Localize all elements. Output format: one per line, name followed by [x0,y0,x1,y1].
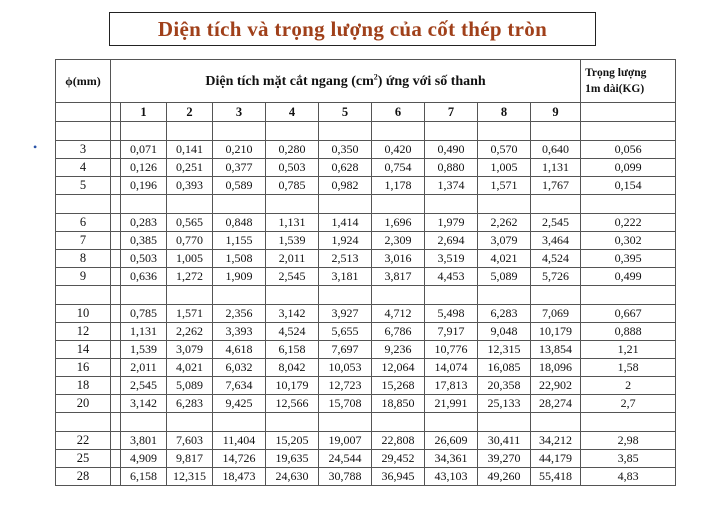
area-cell: 10,053 [319,359,372,377]
blank-cell [111,468,121,486]
bar-count-row [56,103,676,122]
bar-count-header: 1 [121,103,167,122]
area-cell: 1,178 [372,177,425,195]
diameter-cell: 20 [56,395,111,413]
area-cell: 0,628 [319,159,372,177]
area-cell: 3,142 [121,395,167,413]
area-cell: 44,179 [531,450,581,468]
blank-cell [111,413,121,432]
area-cell: 0,636 [121,268,167,286]
blank-cell [319,195,372,214]
area-cell: 28,274 [531,395,581,413]
table-row [56,268,676,286]
area-cell: 14,074 [425,359,478,377]
blank-cell [372,122,425,141]
blank-cell [111,122,121,141]
area-cell: 3,079 [478,232,531,250]
blank-cell [167,286,213,305]
area-cell: 0,283 [121,214,167,232]
area-cell: 21,991 [425,395,478,413]
area-cell: 13,854 [531,341,581,359]
blank-cell [56,122,111,141]
area-cell: 7,697 [319,341,372,359]
area-cell: 15,268 [372,377,425,395]
area-cell: 12,315 [478,341,531,359]
area-cell: 5,726 [531,268,581,286]
area-cell: 1,155 [213,232,266,250]
area-cell: 0,785 [121,305,167,323]
steel-area-weight-table [55,59,676,486]
area-cell: 3,016 [372,250,425,268]
area-cell: 12,566 [266,395,319,413]
area-cell: 3,519 [425,250,478,268]
area-cell: 4,909 [121,450,167,468]
area-cell: 10,179 [266,377,319,395]
area-cell: 1,924 [319,232,372,250]
area-cell: 4,712 [372,305,425,323]
area-cell: 0,350 [319,141,372,159]
area-cell: 7,917 [425,323,478,341]
area-cell: 15,708 [319,395,372,413]
area-cell: 10,179 [531,323,581,341]
area-cell: 3,079 [167,341,213,359]
blank-cell [213,195,266,214]
area-cell: 1,005 [167,250,213,268]
area-cell: 9,425 [213,395,266,413]
table-row [56,141,676,159]
weight-cell: 0,888 [581,323,676,341]
blank-cell [56,413,111,432]
area-cell: 4,021 [478,250,531,268]
area-cell: 1,374 [425,177,478,195]
area-cell: 12,315 [167,468,213,486]
blank-cell [531,122,581,141]
blank-cell [531,195,581,214]
blank-cell [478,286,531,305]
area-cell: 24,544 [319,450,372,468]
bar-count-header: 3 [213,103,266,122]
area-cell: 4,453 [425,268,478,286]
table-row [56,450,676,468]
blank-cell [213,122,266,141]
blank-cell [266,122,319,141]
area-cell: 26,609 [425,432,478,450]
blank-cell [111,432,121,450]
area-cell: 9,048 [478,323,531,341]
blank-cell [213,413,266,432]
area-cell: 55,418 [531,468,581,486]
area-cell: 6,158 [121,468,167,486]
area-cell: 7,069 [531,305,581,323]
area-cell: 7,603 [167,432,213,450]
area-cell: 18,473 [213,468,266,486]
area-cell: 5,089 [478,268,531,286]
area-cell: 34,361 [425,450,478,468]
blank-cell [319,286,372,305]
table-title: Diện tích và trọng lượng của cốt thép tròn [109,12,596,46]
table-row [56,395,676,413]
blank-cell [266,195,319,214]
diameter-cell: 14 [56,341,111,359]
diameter-cell: 9 [56,268,111,286]
group-spacer-row [56,286,676,305]
blank-cell [372,195,425,214]
area-cell: 1,005 [478,159,531,177]
area-cell: 6,786 [372,323,425,341]
blank-cell [581,103,676,122]
weight-cell: 0,154 [581,177,676,195]
area-cell: 3,181 [319,268,372,286]
diameter-cell: 4 [56,159,111,177]
area-cell: 25,133 [478,395,531,413]
area-cell: 0,393 [167,177,213,195]
area-cell: 1,539 [121,341,167,359]
area-cell: 11,404 [213,432,266,450]
area-cell: 29,452 [372,450,425,468]
table-row [56,359,676,377]
blank-cell [111,250,121,268]
area-cell: 0,570 [478,141,531,159]
area-cell: 1,767 [531,177,581,195]
blank-cell [425,286,478,305]
area-cell: 1,979 [425,214,478,232]
area-cell: 0,141 [167,141,213,159]
area-cell: 0,785 [266,177,319,195]
area-cell: 2,011 [121,359,167,377]
blank-cell [167,413,213,432]
weight-cell: 2,7 [581,395,676,413]
blank-cell [372,286,425,305]
table-row [56,159,676,177]
blank-cell [111,395,121,413]
group-spacer-row [56,195,676,214]
blank-cell [581,122,676,141]
area-cell: 10,776 [425,341,478,359]
diameter-cell: 18 [56,377,111,395]
blank-cell [425,195,478,214]
bar-count-header: 2 [167,103,213,122]
bar-count-header: 6 [372,103,425,122]
blank-cell [111,232,121,250]
area-cell: 9,817 [167,450,213,468]
area-cell: 0,420 [372,141,425,159]
diameter-cell: 6 [56,214,111,232]
area-cell: 24,630 [266,468,319,486]
bar-count-header: 7 [425,103,478,122]
area-cell: 8,042 [266,359,319,377]
area-cell: 2,356 [213,305,266,323]
blank-cell [121,195,167,214]
area-cell: 2,513 [319,250,372,268]
blank-cell [213,286,266,305]
area-cell: 14,726 [213,450,266,468]
area-cell: 0,848 [213,214,266,232]
area-cell: 5,655 [319,323,372,341]
bullet-marker: • [33,140,38,154]
area-cell: 39,270 [478,450,531,468]
area-cell: 2,545 [266,268,319,286]
blank-cell [581,195,676,214]
area-cell: 4,524 [531,250,581,268]
blank-cell [167,195,213,214]
area-cell: 34,212 [531,432,581,450]
area-cell: 6,283 [478,305,531,323]
group-spacer-row [56,122,676,141]
area-cell: 2,262 [167,323,213,341]
area-cell: 17,813 [425,377,478,395]
bar-count-header: 5 [319,103,372,122]
weight-cell: 2 [581,377,676,395]
area-cell: 36,945 [372,468,425,486]
blank-cell [111,195,121,214]
blank-cell [111,286,121,305]
area-cell: 0,251 [167,159,213,177]
weight-cell: 4,83 [581,468,676,486]
blank-cell [478,122,531,141]
blank-cell [319,122,372,141]
weight-header: Trọng lượng 1m dài(KG) [581,60,676,103]
area-cell: 2,011 [266,250,319,268]
area-cell: 30,411 [478,432,531,450]
bar-count-header: 8 [478,103,531,122]
area-cell: 6,158 [266,341,319,359]
area-cell: 2,694 [425,232,478,250]
area-cell: 19,007 [319,432,372,450]
area-header: Diện tích mặt cắt ngang $(cm^2)$ ứng với số thanh [111,60,581,103]
weight-cell: 2,98 [581,432,676,450]
blank-cell [478,195,531,214]
blank-cell [425,413,478,432]
area-cell: 1,571 [478,177,531,195]
area-cell: 1,508 [213,250,266,268]
area-cell: 0,982 [319,177,372,195]
table-row [56,432,676,450]
blank-cell [111,323,121,341]
blank-cell [111,268,121,286]
table-row [56,177,676,195]
area-cell: 1,131 [121,323,167,341]
area-cell: 16,085 [478,359,531,377]
area-cell: 20,358 [478,377,531,395]
weight-cell: 0,222 [581,214,676,232]
blank-cell [111,159,121,177]
area-cell: 2,545 [531,214,581,232]
weight-cell: 0,056 [581,141,676,159]
table-row [56,232,676,250]
area-cell: 2,262 [478,214,531,232]
area-cell: 1,539 [266,232,319,250]
diameter-cell: 12 [56,323,111,341]
diameter-cell: 28 [56,468,111,486]
weight-cell: 0,395 [581,250,676,268]
area-cell: 0,490 [425,141,478,159]
blank-cell [581,413,676,432]
area-cell: 0,503 [121,250,167,268]
blank-cell [121,122,167,141]
area-cell: 15,205 [266,432,319,450]
blank-cell [111,177,121,195]
weight-cell: 0,302 [581,232,676,250]
blank-cell [531,413,581,432]
area-cell: 43,103 [425,468,478,486]
blank-cell [121,413,167,432]
area-cell: 3,801 [121,432,167,450]
area-cell: 22,808 [372,432,425,450]
diameter-header: ϕ(mm) [56,60,111,103]
table-row [56,214,676,232]
blank-cell [478,413,531,432]
table-row [56,468,676,486]
area-cell: 9,236 [372,341,425,359]
area-cell: 0,280 [266,141,319,159]
diameter-cell: 7 [56,232,111,250]
area-cell: 3,464 [531,232,581,250]
blank-cell [581,286,676,305]
area-cell: 3,927 [319,305,372,323]
bar-count-header: 9 [531,103,581,122]
area-cell: 3,142 [266,305,319,323]
area-cell: 30,788 [319,468,372,486]
area-cell: 2,545 [121,377,167,395]
area-cell: 1,272 [167,268,213,286]
weight-cell: 1,58 [581,359,676,377]
group-spacer-row [56,413,676,432]
area-cell: 7,634 [213,377,266,395]
area-cell: 0,196 [121,177,167,195]
area-cell: 4,618 [213,341,266,359]
weight-cell: 1,21 [581,341,676,359]
area-cell: 0,503 [266,159,319,177]
blank-cell [111,450,121,468]
area-cell: 0,754 [372,159,425,177]
blank-cell [531,286,581,305]
area-cell: 0,640 [531,141,581,159]
table-row [56,250,676,268]
area-cell: 19,635 [266,450,319,468]
area-cell: 0,071 [121,141,167,159]
area-cell: 18,850 [372,395,425,413]
table-row [56,341,676,359]
blank-cell [319,413,372,432]
area-cell: 0,377 [213,159,266,177]
area-cell: 3,393 [213,323,266,341]
area-cell: 6,283 [167,395,213,413]
area-cell: 0,126 [121,159,167,177]
blank-cell [266,286,319,305]
weight-cell: 0,499 [581,268,676,286]
bar-count-header: 4 [266,103,319,122]
table-row [56,323,676,341]
diameter-cell: 16 [56,359,111,377]
blank-cell [111,103,121,122]
blank-cell [111,214,121,232]
blank-cell [167,122,213,141]
blank-cell [121,286,167,305]
blank-cell [372,413,425,432]
diameter-cell: 10 [56,305,111,323]
blank-cell [56,195,111,214]
area-cell: 1,131 [531,159,581,177]
area-cell: 0,770 [167,232,213,250]
area-cell: 5,498 [425,305,478,323]
area-cell: 22,902 [531,377,581,395]
blank-cell [56,286,111,305]
area-cell: 2,309 [372,232,425,250]
area-cell: 0,880 [425,159,478,177]
area-cell: 3,817 [372,268,425,286]
blank-cell [111,377,121,395]
area-cell: 4,021 [167,359,213,377]
area-cell: 0,210 [213,141,266,159]
area-cell: 6,032 [213,359,266,377]
diameter-cell: 3 [56,141,111,159]
header-row [56,60,676,103]
blank-cell [111,359,121,377]
area-cell: 0,589 [213,177,266,195]
area-cell: 1,571 [167,305,213,323]
diameter-cell: 8 [56,250,111,268]
area-cell: 0,385 [121,232,167,250]
diameter-cell: 25 [56,450,111,468]
area-cell: 1,909 [213,268,266,286]
blank-cell [111,305,121,323]
area-cell: 4,524 [266,323,319,341]
weight-cell: 0,099 [581,159,676,177]
area-cell: 49,260 [478,468,531,486]
blank-cell [111,141,121,159]
blank-cell [111,341,121,359]
area-cell: 12,064 [372,359,425,377]
weight-cell: 0,667 [581,305,676,323]
blank-cell [425,122,478,141]
table-row [56,377,676,395]
weight-cell: 3,85 [581,450,676,468]
diameter-cell: 5 [56,177,111,195]
blank-cell [266,413,319,432]
blank-cell [56,103,111,122]
area-cell: 5,089 [167,377,213,395]
diameter-cell: 22 [56,432,111,450]
area-cell: 1,131 [266,214,319,232]
area-cell: 0,565 [167,214,213,232]
area-cell: 1,696 [372,214,425,232]
area-cell: 18,096 [531,359,581,377]
area-cell: 12,723 [319,377,372,395]
area-cell: 1,414 [319,214,372,232]
table-row [56,305,676,323]
